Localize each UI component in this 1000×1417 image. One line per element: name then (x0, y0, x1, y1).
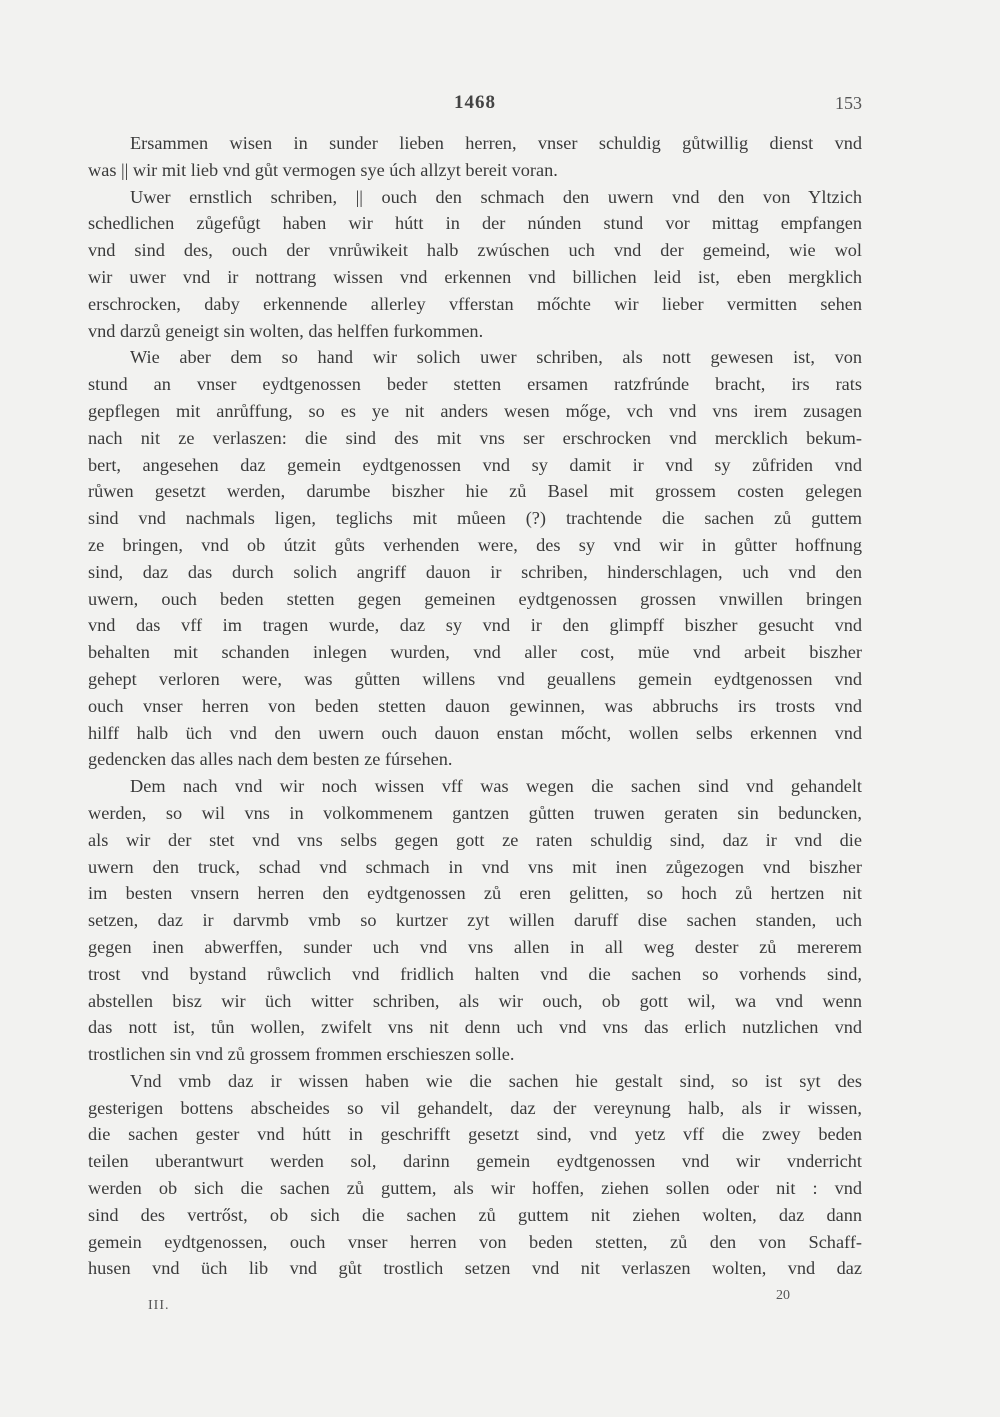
text-line: im besten vnsern herren den eydtgenossen zů eren gelitten, so hoch zů hertzen nit (88, 883, 862, 904)
text-line: Uwer ernstlich schriben, || ouch den schmach den uwern vnd den von Yltzich (130, 186, 862, 207)
body-text (88, 130, 862, 1282)
text-line: bert, angesehen daz gemein eydtgenossen vnd sy damit ir vnd sy zůfriden vnd (88, 454, 862, 475)
text-line: die sachen gester vnd hútt in geschrifft gesetzt sind, vnd yetz vff die zwey beden (88, 1124, 862, 1145)
text-line: uwern, ouch beden stetten gegen gemeinen eydtgenossen grossen vnwillen bringen (88, 588, 862, 609)
text-line: husen vnd üch lib vnd gůt trostlich setzen vnd nit verlaszen wolten, vnd daz (88, 1258, 862, 1279)
text-line: als wir der stet vnd vns selbs gegen gott ze raten schuldig sind, daz ir vnd die (88, 829, 862, 850)
text-line: werden, so wil vns in volkommenem gantzen gůtten truwen geraten sin beduncken, (88, 802, 862, 823)
text-line: gemein eydtgenossen, ouch vnser herren von beden stetten, zů den von Schaff- (88, 1231, 862, 1252)
text-line: trost vnd bystand růwclich vnd fridlich halten vnd die sachen so vorhends sind, (88, 963, 862, 984)
text-line: gedencken das alles nach dem besten ze fúrsehen. (88, 749, 453, 770)
page-number: 153 (835, 93, 862, 113)
text-line: gepflegen mit anrůffung, so es ye nit anders wesen mőge, vch vnd vns irem zusagen (88, 400, 862, 421)
text-line: Dem nach vnd wir noch wissen vff was wegen die sachen sind vnd gehandelt (130, 776, 862, 797)
signature-mark: III. (148, 1298, 170, 1313)
text-line: teilen uberantwurt werden sol, darinn gemein eydtgenossen vnd wir vnderricht (88, 1151, 862, 1172)
text-line: werden ob sich die sachen zů guttem, als wir hoffen, ziehen sollen oder nit : vnd (88, 1178, 862, 1199)
text-line: hilff halb üch vnd den uwern ouch dauon enstan mőcht, wollen selbs erkennen vnd (88, 722, 862, 743)
text-line: stund an vnser eydtgenossen beder stetten ersamen ratzfrúnde bracht, irs rats (88, 374, 862, 395)
text-line: abstellen bisz wir üch witter schriben, als wir ouch, ob gott wil, wa vnd wenn (88, 990, 862, 1011)
text-line: sind des vertrőst, ob sich die sachen zů guttem nit ziehen wolten, daz dann (88, 1204, 862, 1225)
text-line: Wie aber dem so hand wir solich uwer schriben, als nott gewesen ist, von (130, 347, 862, 368)
text-line: sind vnd nachmals ligen, teglichs mit můeen (?) trachtende die sachen zů guttem (88, 508, 862, 529)
text-line: wir uwer vnd ir nottrang wissen vnd erkennen vnd billichen leid ist, eben mergklich (88, 266, 862, 287)
text-line: gehept verloren were, was gůtten willens vnd geuallens gemein eydtgenossen vnd (88, 668, 862, 689)
text-line: Vnd vmb daz ir wissen haben wie die sachen hie gestalt sind, so ist syt des (130, 1070, 862, 1091)
text-line: vnd sind des, ouch der vnrůwikeit halb zwúschen uch vnd der gemeind, wie wol (88, 240, 862, 261)
text-line: erschrocken, daby erkennende allerley vfferstan mőchte wir lieber vermitten sehen (88, 293, 862, 314)
text-line: ouch vnser herren von beden stetten dauon gewinnen, was abbruchs irs trosts vnd (88, 695, 862, 716)
text-line: nach nit ze verlaszen: die sind des mit vns ser erschrocken vnd mercklich bekum- (88, 427, 862, 448)
text-line: trostlichen sin vnd zů grossem frommen erschieszen solle. (88, 1044, 515, 1065)
text-line: behalten mit schanden inlegen wurden, vnd aller cost, müe vnd arbeit biszher (88, 642, 862, 663)
year-heading: 1468 (454, 92, 496, 113)
text-line: Ersammen wisen in sunder lieben herren, vnser schuldig gůtwillig dienst vnd (130, 133, 862, 153)
text-line: gesterigen bottens abscheides so vil gehandelt, daz der vereynung halb, als ir wissen, (88, 1097, 862, 1118)
page-header (88, 92, 862, 120)
text-line: ze bringen, vnd ob útzit gůts verhenden were, des sy vnd wir in gůtter hoffnung (88, 534, 862, 555)
page-footer (88, 1288, 862, 1318)
text-line: růwen gesetzt werden, darumbe biszher hie zů Basel mit grossem costen gelegen (88, 481, 862, 502)
text-line: sind, daz das durch solich angriff dauon ir schriben, hinderschlagen, uch vnd den (88, 561, 862, 582)
sheet-number: 20 (776, 1288, 790, 1303)
text-line: gegen inen abwerffen, sunder uch vnd vns allen in all weg dester zů mererem (88, 936, 862, 957)
text-line: schedlichen zůgefůgt haben wir hútt in der núnden stund vor mittag empfangen (88, 213, 862, 234)
text-line: vnd darzů geneigt sin wolten, das helffen furkommen. (88, 320, 484, 341)
text-line: vnd das vff im tragen wurde, daz sy vnd ir den glimpff biszher gesucht vnd (88, 615, 862, 636)
text-line: uwern den truck, schad vnd schmach in vnd vns mit inen zůgezogen vnd biszher (88, 856, 862, 877)
text-line: setzen, daz ir darvmb vmb so kurtzer zyt willen daruff dise sachen standen, uch (88, 910, 862, 931)
text-line: was || wir mit lieb vnd gůt vermogen sye úch allzyt bereit voran. (88, 159, 558, 180)
text-line: das nott ist, tůn wollen, zwifelt vns nit denn uch vnd vns das erlich nutzlichen vnd (88, 1017, 862, 1038)
